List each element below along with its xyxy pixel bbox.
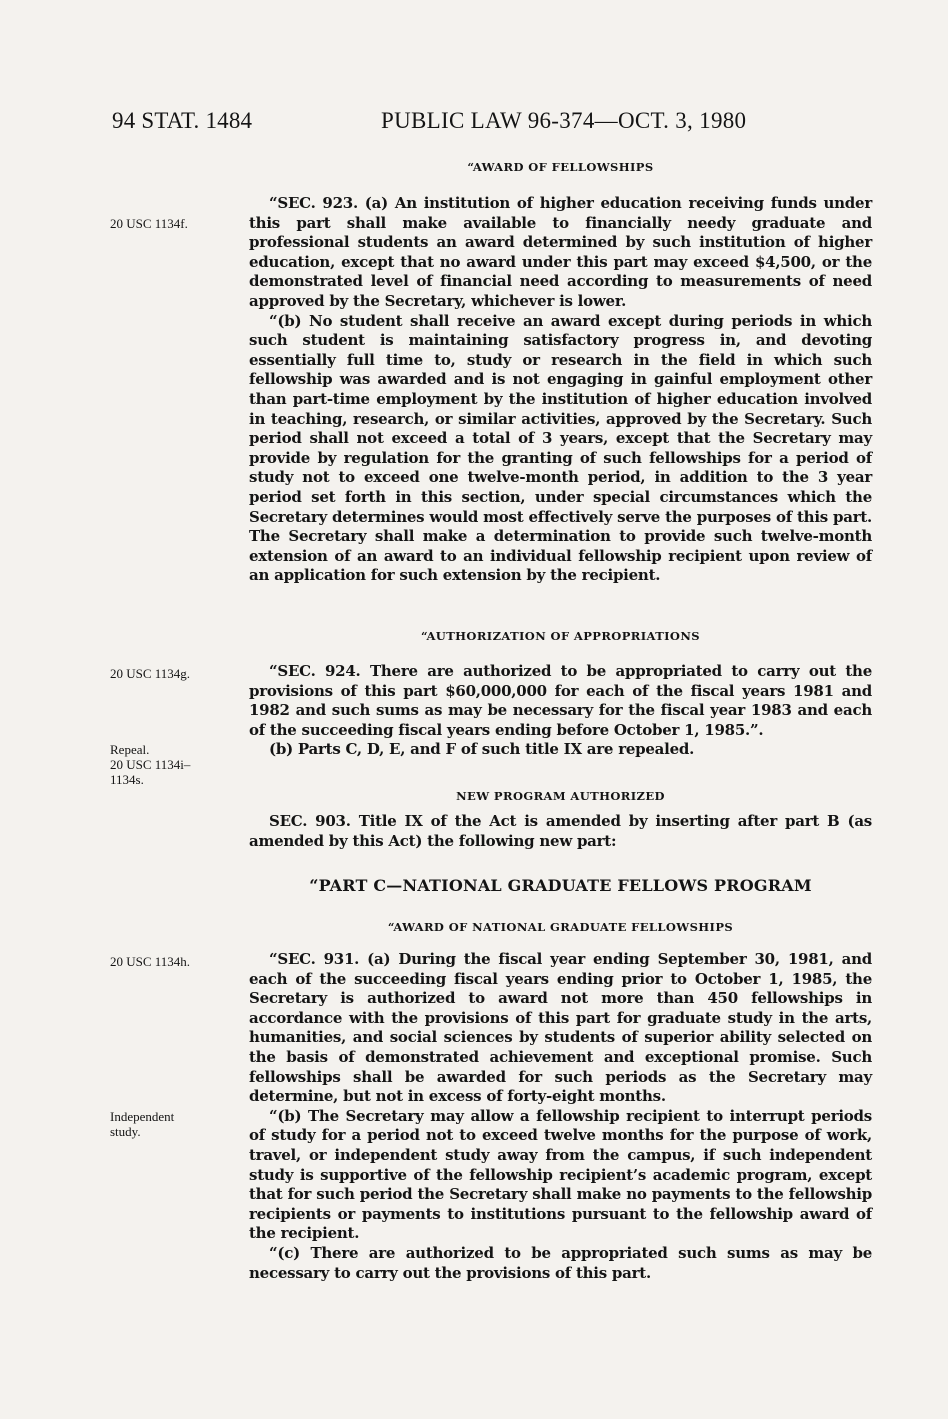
margin-note-independent-study	[110, 1109, 174, 1139]
paragraph-sec903: SEC. 903. Title IX of the Act is amended by inserting after part B (as amended by this Act) the following new part:	[249, 812, 872, 850]
page-stat-number: 94 STAT. 1484	[112, 108, 253, 133]
margin-note-repeal-line2: 20 USC 1134i–	[110, 757, 191, 772]
paragraph-repeal: (b) Parts C, D, E, and F of such title IX are repealed.	[269, 740, 695, 759]
heading-authorization: “AUTHORIZATION OF APPROPRIATIONS	[421, 629, 700, 643]
paragraph-sec924: “SEC. 924. There are authorized to be appropriated to carry out the provisions of this part $60,000,000 for each of the fiscal years 1981 and 1982 and such sums as may be necessary for the fiscal year 1983 and each of the succeeding fiscal years ending before October 1, 1985.”.	[249, 662, 872, 739]
paragraph-sec923a: “SEC. 923. (a) An institution of higher education receiving funds under this part shall make available to financially needy graduate and professional students an award determined by such institution of higher education, except that no award under this part may exceed $4,500, or the demonstrated level of financial need according to measurements of need approved by the Secretary, whichever is lower.	[249, 194, 872, 310]
margin-note-repeal-line1: Repeal.	[110, 742, 150, 757]
section-931-text	[249, 950, 872, 1283]
section-924-text	[249, 662, 872, 760]
heading-award-national: “AWARD OF NATIONAL GRADUATE FELLOWSHIPS	[387, 920, 734, 934]
margin-note-repeal-line3: 1134s.	[110, 772, 144, 787]
heading-award-of-fellowships: “AWARD OF FELLOWSHIPS	[467, 160, 654, 174]
paragraph-sec931a: “SEC. 931. (a) During the fiscal year ending September 30, 1981, and each of the succeeding fiscal years ending prior to October 1, 1985, the Secretary is authorized to award not more than 450 fellowships in accordance with the provisions of this part for graduate study in the arts, humanities, and social sciences by students of superior ability selected on the basis of demonstrated achievement and exceptional promise. Such fellowships shall be awarded for such periods as the Secretary may determine, but not in excess of forty-eight months.	[249, 950, 872, 1106]
margin-note-1134g: 20 USC 1134g.	[110, 666, 191, 681]
margin-note-1134h: 20 USC 1134h.	[110, 954, 191, 969]
margin-note-1134f: 20 USC 1134f.	[110, 216, 188, 231]
page-title: PUBLIC LAW 96-374—OCT. 3, 1980	[381, 108, 747, 133]
heading-part-c: “PART C—NATIONAL GRADUATE FELLOWS PROGRAM	[309, 876, 812, 895]
paragraph-sec931b: “(b) The Secretary may allow a fellowship recipient to interrupt periods of study for a period not to exceed twelve months for the purpose of work, travel, or independent study away from the campus, if such independent study is supportive of the fellowship recipient’s academic program, except that for such period the Secretary shall make no payments to the fellowship recipients or payments to institutions pursuant to the fellowship award of the recipient.	[249, 1106, 872, 1243]
paragraph-sec931c: “(c) There are authorized to be appropriated such sums as may be necessary to carry out the provisions of this part.	[249, 1243, 872, 1282]
section-903-text	[249, 812, 872, 851]
heading-new-program: NEW PROGRAM AUTHORIZED	[456, 789, 665, 803]
margin-note-repeal	[110, 742, 190, 787]
paragraph-sec923b: “(b) No student shall receive an award except during periods in which such student is maintaining satisfactory progress in, and devoting essentially full time to, study or research in the field in which such fellowship was awarded and is not engaging in gainful employment other than part-time employment by the institution of higher education involved in teaching, research, or similar activities, approved by the Secretary. Such period shall not exceed a total of 3 years, except that the Secretary may provide by regulation for the granting of such fellowships for a period of study not to exceed one twelve-month period, in addition to the 3 year period set forth in this section, under special circumstances which the Secretary determines would most effectively serve the purposes of this part. The Secretary shall make a determination to provide such twelve-month extension of an award to an individual fellowship recipient upon review of an application for such extension by the recipient.	[249, 311, 872, 585]
section-923-text	[249, 194, 872, 586]
margin-note-independent-line2: study.	[110, 1124, 141, 1139]
margin-note-independent-line1: Independent	[110, 1109, 175, 1124]
